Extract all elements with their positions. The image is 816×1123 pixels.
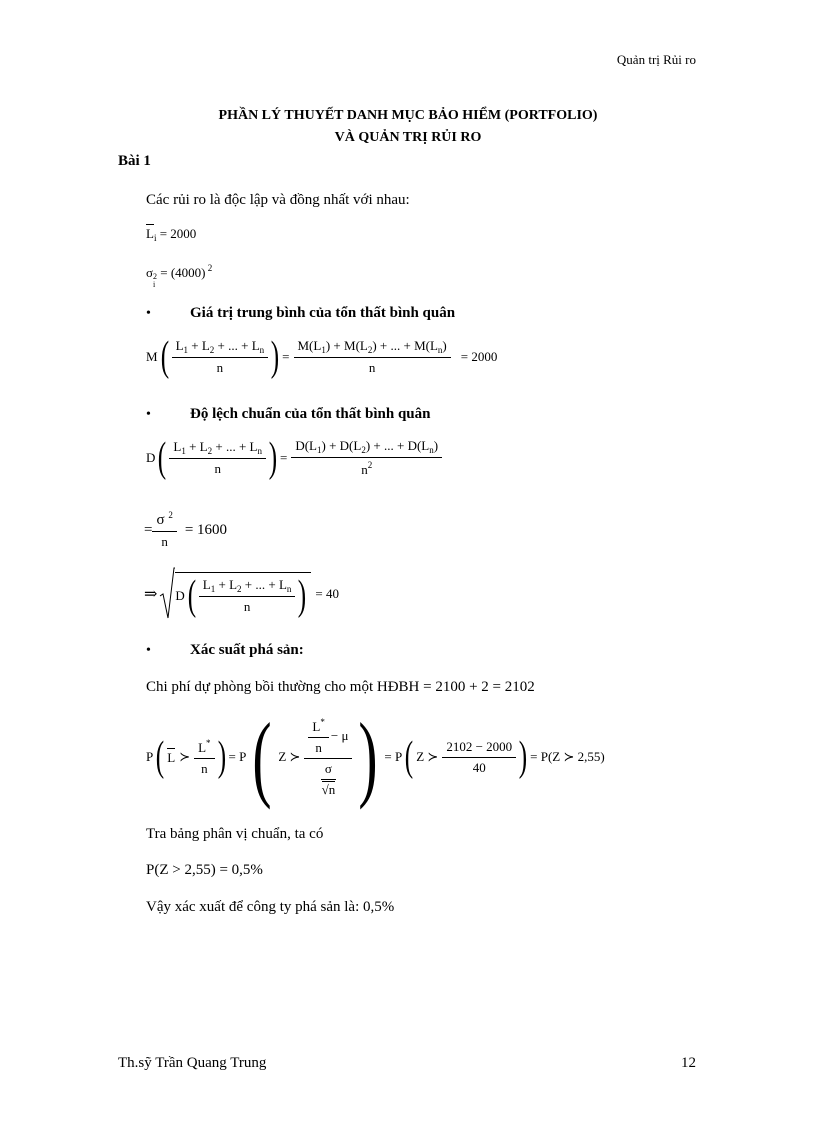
formula-variance: σ 2 i = (4000) $^2$ — [146, 263, 213, 289]
footer-author: Th.sỹ Trần Quang Trung — [118, 1055, 267, 1071]
formula-variance-result: = $\frac{\sigma ^2}{n}$ = 1600 — [144, 510, 228, 549]
premium-text: Chi phí dự phòng bồi thường cho một HĐBH = 2100 + 2 = 2102 — [146, 679, 535, 695]
prob-numerator: 2102 − 2000 — [442, 739, 516, 758]
bullet-dot: • — [146, 306, 151, 321]
bullet-heading-ruin: Xác suất phá sản: — [190, 642, 304, 658]
radical-sign-icon — [159, 566, 175, 622]
prob-denominator: 40 — [472, 759, 486, 775]
section-heading: Bài 1 — [118, 153, 151, 169]
page-title: PHẦN LÝ THUYẾT DANH MỤC BẢO HIỂM (PORTFOLIO) — [218, 108, 598, 123]
formula-standard-deviation: ⇒ D ( $\frac{L_1 + L_2 + ... + L_n}{n}$ ) = 40 — [144, 566, 339, 622]
intro-text: Các rủi ro là độc lập và đồng nhất với nhau: — [146, 192, 410, 208]
formula-mean-loss: $L_i = 2000$ — [146, 226, 197, 243]
formula-mean-loss-value: = 2000 — [159, 226, 197, 241]
formula-mean-average: M ( $\frac{L_1 + L_2 + ... + L_n}{n}$ ) = $\frac{M(L_1) + M(L_2) + ... + M(L_n)}{n}$ = 2000 — [146, 334, 498, 380]
formula-ruin-probability: P ( L ≻ $\frac{L^*}{n}$ ) = P ( Z ≻ $\frac{L^*}{n}$ − μ $\frac{\sigma}{√n}$ ) = P ( Z ≻ $\frac{2102 - 2000}{40}$ ) = P(Z ≻ 2,55) — [146, 703, 605, 810]
bullet-dot: • — [146, 643, 151, 658]
table-lookup-text: Tra bảng phân vị chuẩn, ta có — [146, 826, 324, 842]
bullet-dot: • — [146, 407, 151, 422]
page-subtitle: VÀ QUẢN TRỊ RỦI RO — [334, 130, 482, 145]
formula-sd-result: = 40 — [315, 586, 339, 601]
prob-result: = P(Z ≻ 2,55) — [530, 749, 605, 764]
conclusion-text: Vậy xác xuất để công ty phá sản là: 0,5% — [146, 899, 395, 915]
probability-value: P(Z > 2,55) = 0,5% — [146, 862, 263, 878]
formula-variance-average: D ( $\frac{L_1 + L_2 + ... + L_n}{n}$ ) = $\frac{D(L_1) + D(L_2) + ... + D(L_n)}{n^2}$ — [146, 437, 442, 479]
page-number: 12 — [681, 1055, 696, 1071]
formula-variance-result-value: = 1600 — [184, 521, 228, 538]
running-header: Quản trị Rủi ro — [616, 52, 696, 67]
bullet-heading-deviation: Độ lệch chuẩn của tổn thất bình quân — [190, 406, 431, 422]
formula-mean-result: = 2000 — [460, 349, 498, 364]
formula-variance-value: = (4000) — [160, 265, 206, 280]
bullet-heading-mean: Giá trị trung bình của tổn thất bình quân — [190, 305, 456, 321]
